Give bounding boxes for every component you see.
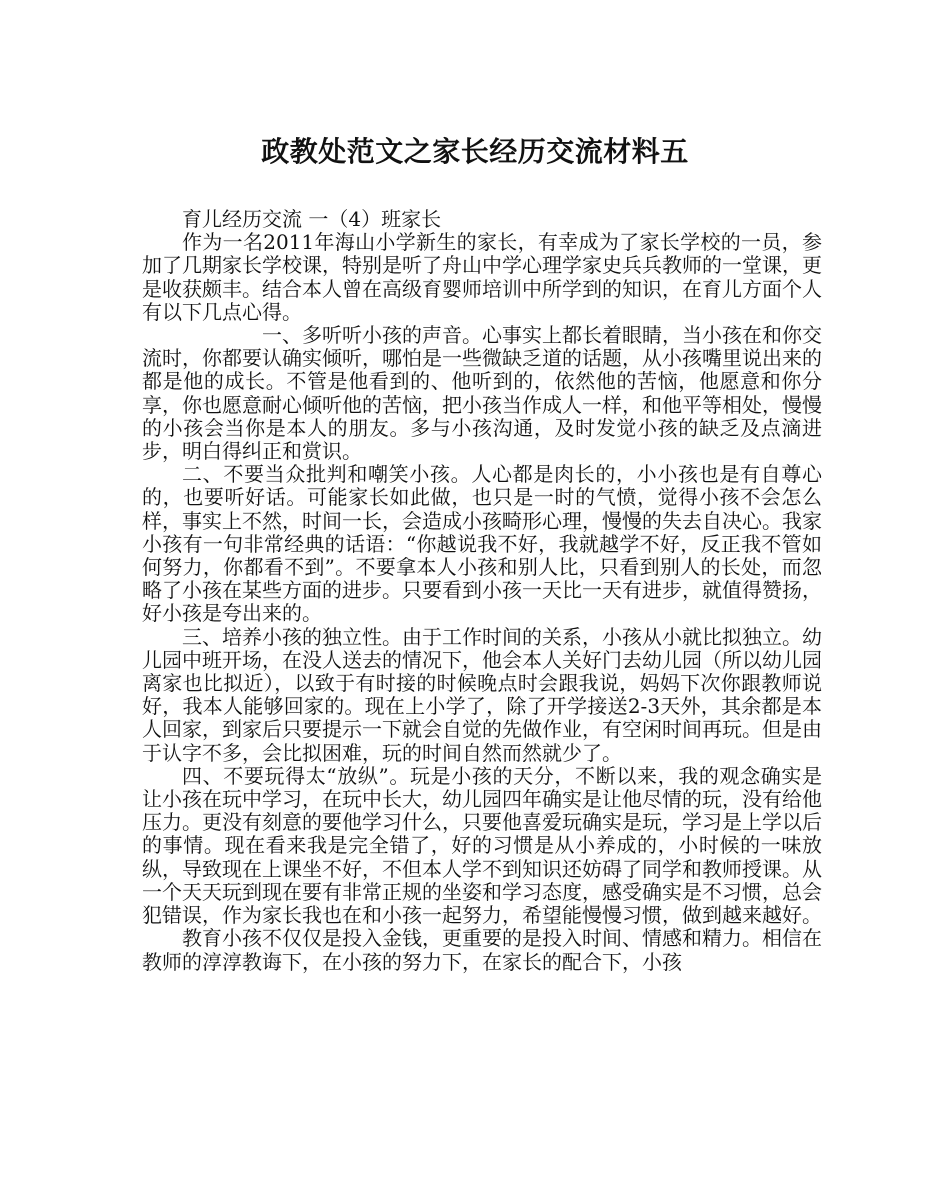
paragraph-point-3: 三、培养小孩的独立性。由于工作时间的关系，小孩从小就比拟独立。幼儿园中班开场，在没人送去的情况下，他会本人关好门去幼儿园（所以幼儿园离家也比拟近），以致于有时接的时候晚点时会跟我说，妈妈下次你跟教师说好，我本人能够回家的。现在上小学了，除了开学接送2-3天外，其余都是本人回家，到家后只要提示一下就会自觉的先做作业，有空闲时间再玩。但是由于认字不多，会比拟困难，玩的时间自然而然就少了。 [142, 624, 822, 765]
paragraph-conclusion: 教育小孩不仅仅是投入金钱，更重要的是投入时间、情感和精力。相信在教师的淳淳教诲下，在小孩的努力下，在家长的配合下，小孩 [142, 926, 822, 974]
paragraph-intro: 作为一名2011年海山小学新生的家长，有幸成为了家长学校的一员，参加了几期家长学校课，特别是听了舟山中学心理学家史兵兵教师的一堂课，更是收获颇丰。结合本人曾在高级育婴师培训中所学到的知识，在育儿方面个人有以下几点心得。 [142, 230, 822, 324]
byline: 育儿经历交流 一（4）班家长 [182, 207, 442, 231]
paragraph-point-1: 一、多听听小孩的声音。心事实上都长着眼睛，当小孩在和你交流时，你都要认确实倾听，哪怕是一些微缺乏道的话题，从小孩嘴里说出来的都是他的成长。不管是他看到的、他听到的，依然他的苦恼，他愿意和你分享，你也愿意耐心倾听他的苦恼，把小孩当作成人一样，和他平等相处，慢慢的小孩会当你是本人的朋友。多与小孩沟通，及时发觉小孩的缺乏及点滴进步，明白得纠正和赏识。 [142, 323, 822, 464]
paragraph-point-4: 四、不要玩得太“放纵”。玩是小孩的天分，不断以来，我的观念确实是让小孩在玩中学习，在玩中长大，幼儿园四年确实是让他尽情的玩，没有给他压力。更没有刻意的要他学习什么，只要他喜爱玩确实是玩，学习是上学以后的事情。现在看来我是完全错了，好的习惯是从小养成的，小时候的一味放纵，导致现在上课坐不好，不但本人学不到知识还妨碍了同学和教师授课。从一个天天玩到现在要有非常正规的坐姿和学习态度，感受确实是不习惯，总会犯错误，作为家长我也在和小孩一起努力，希望能慢慢习惯，做到越来越好。 [142, 763, 822, 928]
paragraph-point-2: 二、不要当众批判和嘲笑小孩。人心都是肉长的，小小孩也是有自尊心的，也要听好话。可能家长如此做，也只是一时的气愤，觉得小孩不会怎么样，事实上不然，时间一长，会造成小孩畸形心理，慢慢的失去自决心。我家小孩有一句非常经典的话语：“你越说我不好，我就越学不好，反正我不管如何努力，你都看不到”。不要拿本人小孩和别人比，只看到别人的长处，而忽略了小孩在某些方面的进步。只要看到小孩一天比一天有进步，就值得赞扬，好小孩是夸出来的。 [142, 462, 822, 626]
document-body [142, 208, 822, 974]
document-title: 政教处范文之家长经历交流材料五 [261, 135, 689, 168]
